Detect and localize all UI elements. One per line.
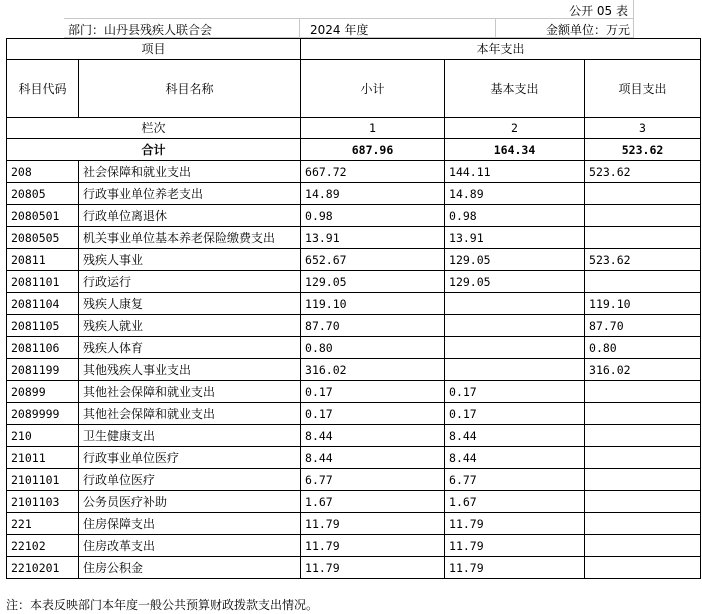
row-basic: 8.44 [445, 425, 585, 447]
row-subtotal: 652.67 [301, 249, 445, 271]
row-project [585, 425, 701, 447]
table-row [7, 381, 701, 403]
row-subtotal: 11.79 [301, 557, 445, 579]
header-row-top [7, 39, 701, 60]
row-name: 其他社会保障和就业支出 [79, 403, 301, 425]
row-subtotal: 667.72 [301, 161, 445, 183]
row-basic: 0.98 [445, 205, 585, 227]
table-row [7, 337, 701, 359]
index-c2: 2 [445, 118, 585, 139]
col-header-item: 项目 [7, 39, 301, 60]
row-name: 残疾人就业 [79, 315, 301, 337]
row-project: 523.62 [585, 249, 701, 271]
row-subtotal: 6.77 [301, 469, 445, 491]
unit-label: 金额单位：万元 [545, 23, 630, 37]
row-project [585, 557, 701, 579]
row-name: 残疾人康复 [79, 293, 301, 315]
row-subtotal: 13.91 [301, 227, 445, 249]
row-project: 523.62 [585, 161, 701, 183]
col-header-basic: 基本支出 [445, 60, 585, 118]
row-name: 残疾人体育 [79, 337, 301, 359]
row-code: 20811 [7, 249, 79, 271]
row-subtotal: 0.17 [301, 403, 445, 425]
header-row-1 [64, 0, 634, 19]
row-name: 行政事业单位养老支出 [79, 183, 301, 205]
row-code: 2101103 [7, 491, 79, 513]
row-project [585, 535, 701, 557]
year-label: 2024 年度 [310, 23, 369, 37]
table-row [7, 513, 701, 535]
row-subtotal: 0.98 [301, 205, 445, 227]
table-row [7, 535, 701, 557]
report-header [64, 0, 634, 38]
footnote: 注：本表反映部门本年度一般公共预算财政拨款支出情况。 [6, 598, 319, 612]
row-basic: 0.17 [445, 403, 585, 425]
row-name: 卫生健康支出 [79, 425, 301, 447]
table-row [7, 469, 701, 491]
row-code: 2081101 [7, 271, 79, 293]
row-code: 22102 [7, 535, 79, 557]
header-row-columns [7, 60, 701, 118]
row-project: 0.80 [585, 337, 701, 359]
table-row [7, 183, 701, 205]
table-row [7, 557, 701, 579]
row-project [585, 403, 701, 425]
table-row [7, 227, 701, 249]
row-code: 20805 [7, 183, 79, 205]
row-code: 210 [7, 425, 79, 447]
row-code: 2080505 [7, 227, 79, 249]
row-basic: 11.79 [445, 513, 585, 535]
index-c1: 1 [301, 118, 445, 139]
total-label: 合计 [7, 139, 301, 161]
table-row [7, 359, 701, 381]
row-name: 住房公积金 [79, 557, 301, 579]
row-name: 其他社会保障和就业支出 [79, 381, 301, 403]
table-row [7, 491, 701, 513]
col-header-project: 项目支出 [585, 60, 701, 118]
header-row-2 [64, 19, 634, 38]
row-basic [445, 337, 585, 359]
row-name: 行政运行 [79, 271, 301, 293]
row-subtotal: 316.02 [301, 359, 445, 381]
row-project [585, 513, 701, 535]
row-code: 20899 [7, 381, 79, 403]
row-project [585, 205, 701, 227]
row-name: 行政单位离退休 [79, 205, 301, 227]
index-row [7, 118, 701, 139]
row-name: 公务员医疗补助 [79, 491, 301, 513]
row-subtotal: 1.67 [301, 491, 445, 513]
table-row [7, 161, 701, 183]
col-header-subtotal: 小计 [301, 60, 445, 118]
table-row [7, 425, 701, 447]
header-cell-title [64, 0, 634, 19]
row-basic: 144.11 [445, 161, 585, 183]
row-basic: 11.79 [445, 535, 585, 557]
row-project: 87.70 [585, 315, 701, 337]
row-code: 21011 [7, 447, 79, 469]
row-basic: 14.89 [445, 183, 585, 205]
row-subtotal: 0.80 [301, 337, 445, 359]
row-name: 机关事业单位基本养老保险缴费支出 [79, 227, 301, 249]
row-subtotal: 0.17 [301, 381, 445, 403]
row-name: 行政单位医疗 [79, 469, 301, 491]
row-code: 208 [7, 161, 79, 183]
row-code: 2081105 [7, 315, 79, 337]
table-row [7, 205, 701, 227]
total-project: 523.62 [585, 139, 701, 161]
row-project [585, 381, 701, 403]
row-subtotal: 87.70 [301, 315, 445, 337]
row-project [585, 491, 701, 513]
total-subtotal: 687.96 [301, 139, 445, 161]
row-basic: 0.17 [445, 381, 585, 403]
row-project: 316.02 [585, 359, 701, 381]
col-header-code: 科目代码 [7, 60, 79, 118]
row-subtotal: 8.44 [301, 447, 445, 469]
row-subtotal: 14.89 [301, 183, 445, 205]
row-name: 行政事业单位医疗 [79, 447, 301, 469]
table-row [7, 249, 701, 271]
row-code: 2089999 [7, 403, 79, 425]
row-code: 2081104 [7, 293, 79, 315]
table-row [7, 315, 701, 337]
table-row [7, 447, 701, 469]
row-basic: 13.91 [445, 227, 585, 249]
total-row [7, 139, 701, 161]
row-code: 2080501 [7, 205, 79, 227]
col-header-name: 科目名称 [79, 60, 301, 118]
row-project [585, 447, 701, 469]
row-name: 住房保障支出 [79, 513, 301, 535]
row-basic [445, 293, 585, 315]
row-subtotal: 11.79 [301, 513, 445, 535]
total-basic: 164.34 [445, 139, 585, 161]
index-label: 栏次 [7, 118, 301, 139]
table-row [7, 293, 701, 315]
col-header-current-year: 本年支出 [301, 39, 701, 60]
row-project [585, 271, 701, 293]
row-basic [445, 315, 585, 337]
row-code: 221 [7, 513, 79, 535]
index-c3: 3 [585, 118, 701, 139]
row-name: 社会保障和就业支出 [79, 161, 301, 183]
row-name: 其他残疾人事业支出 [79, 359, 301, 381]
department-label: 部门：山丹县残疾人联合会 [68, 23, 213, 37]
expenditure-table [6, 38, 701, 579]
row-basic: 129.05 [445, 249, 585, 271]
row-project: 119.10 [585, 293, 701, 315]
row-name: 残疾人事业 [79, 249, 301, 271]
row-code: 2101101 [7, 469, 79, 491]
row-subtotal: 11.79 [301, 535, 445, 557]
row-basic: 11.79 [445, 557, 585, 579]
row-basic: 1.67 [445, 491, 585, 513]
row-name: 住房改革支出 [79, 535, 301, 557]
row-subtotal: 129.05 [301, 271, 445, 293]
row-project [585, 227, 701, 249]
row-basic: 6.77 [445, 469, 585, 491]
table-number: 公开 05 表 [569, 4, 628, 18]
row-basic: 129.05 [445, 271, 585, 293]
row-project [585, 183, 701, 205]
row-code: 2081199 [7, 359, 79, 381]
row-basic [445, 359, 585, 381]
table-row [7, 403, 701, 425]
table-row [7, 271, 701, 293]
row-subtotal: 8.44 [301, 425, 445, 447]
row-subtotal: 119.10 [301, 293, 445, 315]
row-code: 2210201 [7, 557, 79, 579]
row-code: 2081106 [7, 337, 79, 359]
row-basic: 8.44 [445, 447, 585, 469]
row-project [585, 469, 701, 491]
